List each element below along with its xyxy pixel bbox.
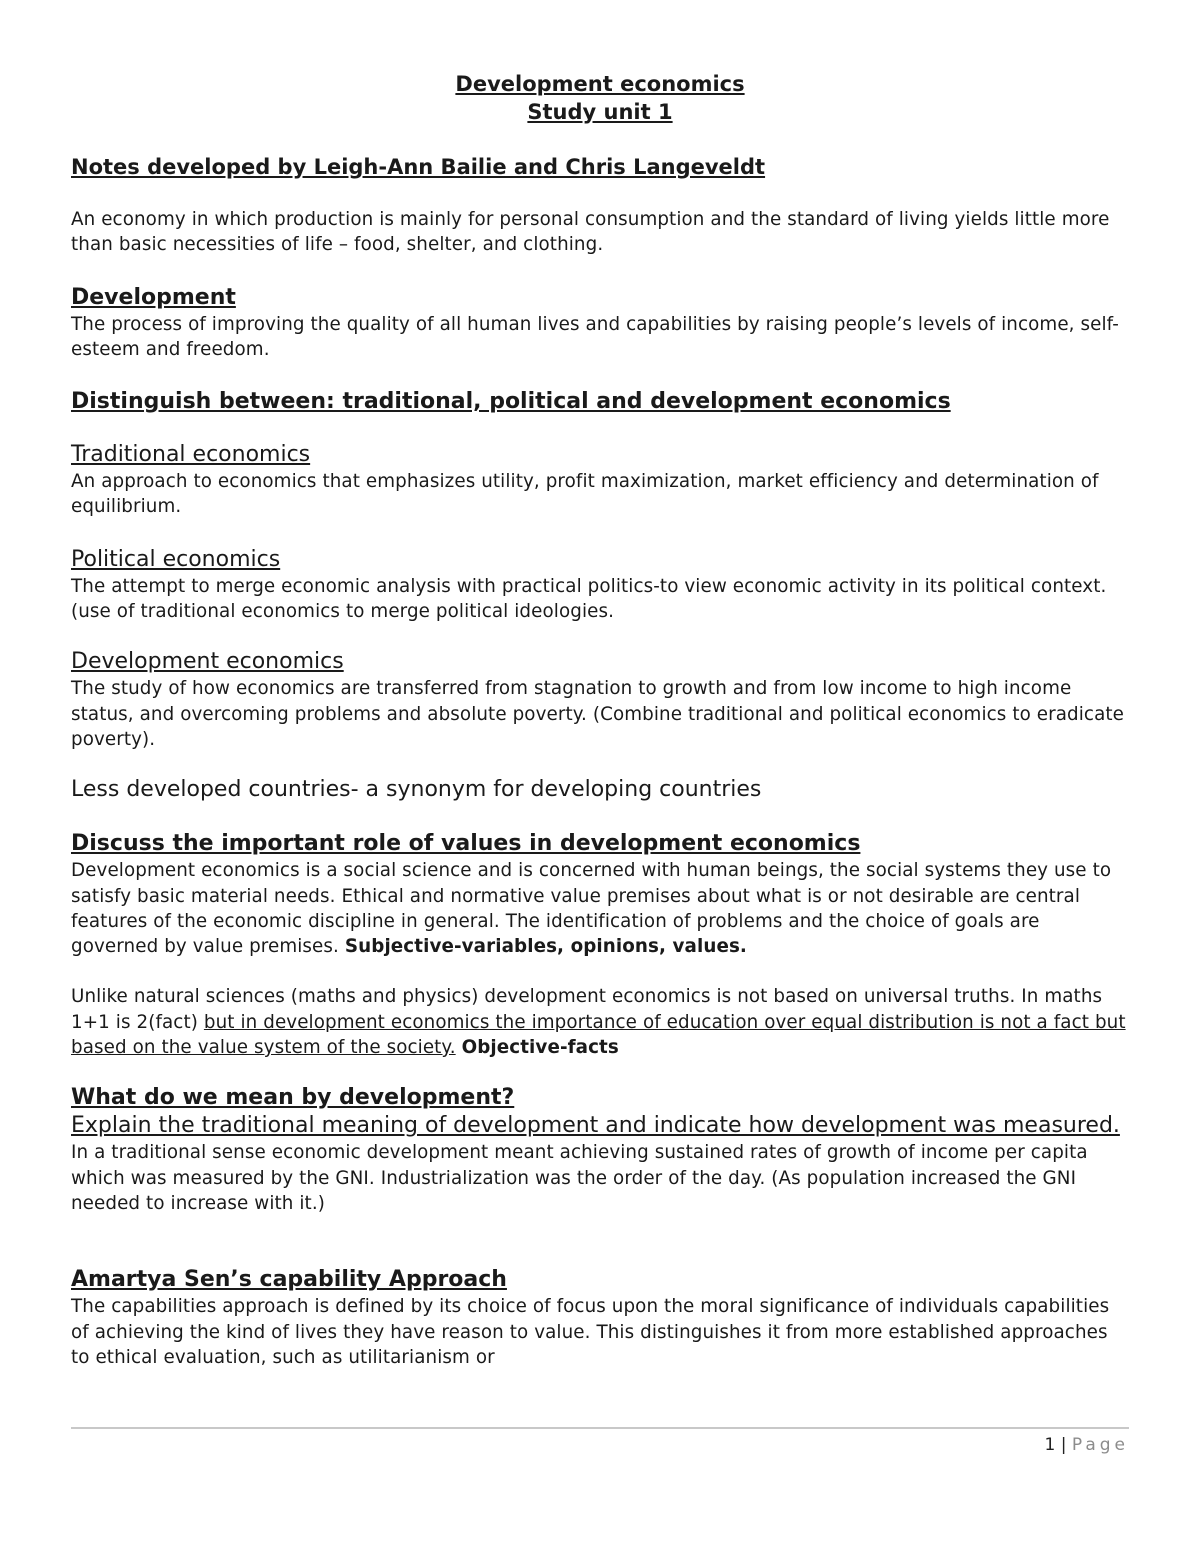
footer-separator: | [1060,1435,1067,1455]
sen-heading: Amartya Sen’s capability Approach [71,1267,507,1293]
development-economics-heading: Development economics [71,649,344,675]
objective-label: Objective-facts [461,1037,619,1059]
natural-sciences-text: Unlike natural sciences (maths and physics) development economics is not based on universal truths. In maths 1+1 is 2(fact) [71,986,1103,1033]
subjective-label: Subjective-variables, opinions, values. [344,936,747,958]
natural-sciences-paragraph [71,984,1129,1060]
page-footer [1044,1434,1129,1456]
value-system-underlined: but in development economics the importance of education over equal distribution is not a fact but based on the value system of the society. [71,1011,1126,1059]
sen-text: The capabilities approach is defined by its choice of focus upon the moral significance of individuals capabilities of achieving the kind of lives they have reason to value. This distinguishes it from more established approaches to ethical evaluation, such as utilitarianism or [71,1296,1110,1368]
political-economics-text: The attempt to merge economic analysis with practical politics-to view economic activity in its political context. (use of traditional economics to merge political ideologies. [71,575,1107,623]
page-number: 1 [1044,1435,1056,1455]
values-heading: Discuss the important role of values in development economics [71,831,861,857]
meaning-subheading: Explain the traditional meaning of development and indicate how development was measured. [71,1113,1120,1139]
traditional-economics-text: An approach to economics that emphasizes utility, profit maximization, market efficiency and determination of equilibrium. [71,471,1099,518]
authors-heading: Notes developed by Leigh-Ann Bailie and Chris Langeveldt [71,155,766,179]
political-economics-heading: Political economics [71,546,281,572]
document-page [71,70,1129,1370]
intro-paragraph: An economy in which production is mainly for personal consumption and the standard of living yields little more than basic necessities of life – food, shelter, and clothing. [71,209,1110,256]
meaning-text: In a traditional sense economic development meant achieving sustained rates of growth of income per capita which was measured by the GNI. Industrialization was the order of the day. (As population increased the GNI needed to increase with it.) [71,1142,1088,1214]
meaning-heading: What do we mean by development? [71,1085,515,1111]
development-heading: Development [71,284,236,310]
development-economics-text: The study of how economics are transferred from stagnation to growth and from low income to high income status, and overcoming problems and absolute poverty. (Combine traditional and political economics to eradicate poverty). [71,678,1125,750]
document-subtitle: Study unit 1 [527,100,673,124]
footer-divider [71,1427,1129,1429]
values-paragraph [71,858,1129,959]
ldc-line: Less developed countries- a synonym for developing countries [71,777,762,803]
page-label: Page [1071,1435,1129,1455]
development-definition: The process of improving the quality of all human lives and capabilities by raising people’s levels of income, self-esteem and freedom. [71,313,1119,360]
distinguish-heading: Distinguish between: traditional, political and development economics [71,389,951,415]
document-title: Development economics [455,72,745,96]
values-text: Development economics is a social science and is concerned with human beings, the social systems they use to satisfy basic material needs. Ethical and normative value premises about what is or not desirable are central features of the economic discipline in general. The identification of problems and the choice of goals are governed by value premises. [71,860,1112,958]
traditional-economics-heading: Traditional economics [71,442,311,468]
